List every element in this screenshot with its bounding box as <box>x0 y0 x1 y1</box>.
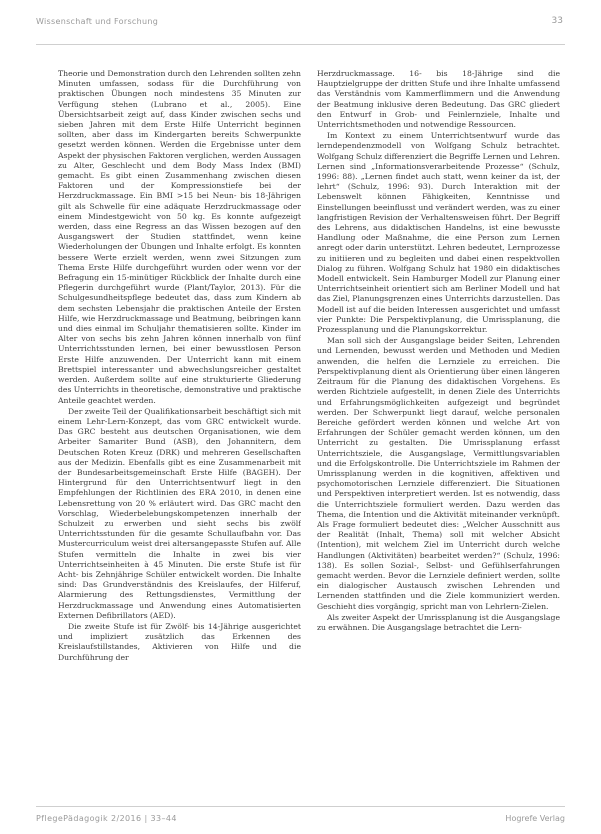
paragraph: Die zweite Stufe ist für Zwölf- bis 14-Jährige ausgerichtet und impliziert zusätzlich das Erkennen des Kreislaufstillstandes, Aktivieren von Hilfe und die Durchführung der <box>58 621 301 662</box>
paragraph: Als zweiter Aspekt der Umrissplanung ist die Ausgangslage zu erwähnen. Die Ausgangslage betrachtet die Lern- <box>317 612 560 632</box>
header-divider <box>36 44 565 45</box>
paragraph: Im Kontext zu einem Unterrichtsentwurf wurde das lerndependenzmodell von Wolfgang Schulz betrachtet. Wolfgang Schulz differenziert die Begriffe Lernen und Lehren. Lernen sind „Informationsverarbeitende Prozesse“ (Schulz, 1996: 88). „Lernen findet auch statt, wenn keiner da ist, der lehrt“ (Schulz, 1996: 93). Durch Interaktion mit der Lebenswelt können Fähigkeiten, Kenntnisse und Einstellungen beeinflusst und verändert werden, was zu einer langfristigen Revision der Verhaltensweisen führt. Der Begriff des Lehrens, aus didaktischen Handelns, ist eine bewusste Handlung oder Maßnahme, die eine Person zum Lernen anregt oder darin unterstützt. Lehren bedeutet, Lernprozesse zu initiieren und zu begleiten und dabei einen respektvollen Dialog zu führen. Wolfgang Schulz hat 1980 ein didaktisches Modell entwickelt. Sein Hamburger Modell zur Planung einer Unterrichtseinheit orientiert sich am Berliner Modell und hat das Ziel, Planungsgrenzen eines Unterrichts darzustellen. Das Modell ist auf die beiden Interessen ausgerichtet und umfasst vier Punkte: Die Perspektivplanung, die Umrissplanung, die Prozessplanung und die Planungskorrektur. <box>317 131 560 335</box>
paragraph: Der zweite Teil der Qualifikationsarbeit beschäftigt sich mit einem Lehr-Lern-Konzept, das vom GRC entwickelt wurde. Das GRC besteht aus deutschen Organisationen, wie dem Arbeiter Samariter Bund (ASB), den Johannitern, dem Deutschen Roten Kreuz (DRK) und mehreren Gesellschaften aus der Medizin. Ebenfalls gibt es eine Zusammenarbeit mit der Bundesarbeitsgemeinschaft Erste Hilfe (BAGEH). Der Hintergrund für den Unterrichtsentwurf liegt in den Empfehlungen der Richtlinien des ERA 2010, in denen eine Lebensrettung von 20 % erläutert wird. Das GRC macht den Vorschlag, Wiederbelebungskompetenzen innerhalb der Schulzeit zu erwerben und sieht sechs bis zwölf Unterrichtsstunden für die gesamte Schullaufbahn vor. Das Mustercurriculum weist drei altersangepasste Stufen auf. Alle Stufen vermitteln die Inhalte in zwei bis vier Unterrichtseinheiten à 45 Minuten. Die erste Stufe ist für Acht- bis Zehnjährige Schüler entwickelt worden. Die Inhalte sind: Das Grundverständnis des Kreislaufes, der Hilferuf, Alarmierung des Rettungsdienstes, Vermittlung der Herzdruckmassage und Anwendung eines Automatisierten Externen Defibrillators (AED). <box>58 406 301 620</box>
footer-divider <box>36 806 565 807</box>
page-footer <box>36 806 565 826</box>
paragraph: Man soll sich der Ausgangslage beider Seiten, Lehrenden und Lernenden, bewusst werden und Methoden und Medien anwenden, die helfen die Lernziele zu erreichen. Die Perspektivplanung dient als Orientierung über einen längeren Zeitraum für die Planung des didaktischen Vorgehens. Es werden Richtziele aufgestellt, in denen Ziele des Unterrichts und Erfahrungsmöglichkeiten aufgezeigt und begründet werden. Der Schwerpunkt liegt darauf, welche personalen Bereiche gefördert werden können und welche Art von Erfahrungen der Schüler gemacht werden können, um den Unterricht zu gestalten. Die Umrissplanung erfasst Unterrichtsziele, die Ausgangslage, Vermittlungsvariablen und die Erfolgskontrolle. Die Unterrichtsziele im Rahmen der Umrissplanung werden in die kognitiven, affektiven und psychomotorischen Lernziele differenziert. Die Situationen und Perspektiven interpretiert werden. Ist es notwendig, dass die Unterrichtsziele formuliert werden. Dazu werden das Thema, die Intention und die Aktivität miteinander verknüpft. Als Frage formuliert bedeutet dies: „Welcher Ausschnitt aus der Realität (Inhalt, Thema) soll mit welcher Absicht (Intention), mit welchem Ziel im Unterricht durch welche Handlungen (Aktivitäten) bearbeitet werden?“ (Schulz, 1996: 138). Es sollen Sozial-, Selbst- und Gefühlserfahrungen gemacht werden. Bevor die Lernziele definiert werden, sollte ein dialogischer Austausch zwischen Lehrenden und Lernenden stattfinden und die Ziele kommuniziert werden. Geschieht dies vorgängig, spricht man von Lehrlern-Zielen. <box>317 336 560 611</box>
page-number: 33 <box>551 16 563 26</box>
article-body <box>58 69 560 802</box>
running-title: Wissenschaft und Forschung <box>36 17 159 26</box>
page-header <box>0 0 601 46</box>
publisher-name: Hogrefe Verlag <box>505 814 565 823</box>
paragraph: Theorie und Demonstration durch den Lehrenden sollten zehn Minuten umfassen, sodass für die Durchführung von praktischen Übungen noch mindestens 35 Minuten zur Verfügung stehen (Lubrano et al., 2005). Eine Übersichtsarbeit zeigt auf, dass Kinder zwischen sechs und sieben Jahren mit dem Erste Hilfe Unterricht beginnen sollten, aber dass im Kindergarten bereits Schwerpunkte gesetzt werden können. Werden die Ergebnisse unter dem Aspekt der physischen Faktoren verglichen, werden Aussagen zu Alter, Geschlecht und dem Body Mass Index (BMI) gemacht. Es gibt einen Zusammenhang zwischen diesen Faktoren und der Kompressionstiefe bei der Herzdruckmassage. Ein BMI >15 bei Neun- bis 18-Jährigen gilt als Schwelle für eine adäquate Herzdruckmassage oder einem Mindestgewicht von 50 kg. Es konnte aufgezeigt werden, dass eine Regress an das Wissen bezogen auf den Ausgangswert der Studien stattfindet, wenn keine Wiederholungen der Übungen und Inhalte erfolgt. Es konnten bessere Werte erzielt werden, wenn zwei Sitzungen zum Thema Erste Hilfe durchgeführt wurden oder wenn vor der Befragung ein 15-minütiger Rückblick der Inhalte durch eine Pflegerin durchgeführt wurde (Plant/Taylor, 2013). Für die Schulgesundheitspflege bedeutet das, dass zum Kindern ab dem sechsten Lebensjahr die praktischen Anteile der Ersten Hilfe, wie Herzdruckmassage und Beatmung, beibringen kann und dies einmal im Schuljahr thematisieren sollte. Kinder im Alter von sechs bis zehn Jahren können innerhalb von fünf Unterrichtsstunden lernen, bei einer bewusstlosen Person Erste Hilfe anzuwenden. Der Unterricht kann mit einem Brettspiel interessanter und abwechslungsreicher gestaltet werden. Außerdem sollte auf eine strukturierte Gliederung des Unterrichts in theoretische, demonstrative und praktische Anteile geachtet werden. <box>58 69 301 405</box>
journal-citation: PflegePädagogik 2/2016 | 33–44 <box>36 814 177 823</box>
left-column <box>58 69 301 802</box>
paragraph: Herzdruckmassage. 16- bis 18-Jährige sind die Hauptzielgruppe der dritten Stufe und ihre Inhalte umfassend das Verständnis vom Kammerflimmern und die Anwendung der Beatmung inklusive deren Bedeutung. Das GRC gliedert den Entwurf in Grob- und Feinlernziele, Inhalte und Unterrichtsmethoden und notwendige Ressourcen. <box>317 69 560 130</box>
right-column <box>317 69 560 802</box>
